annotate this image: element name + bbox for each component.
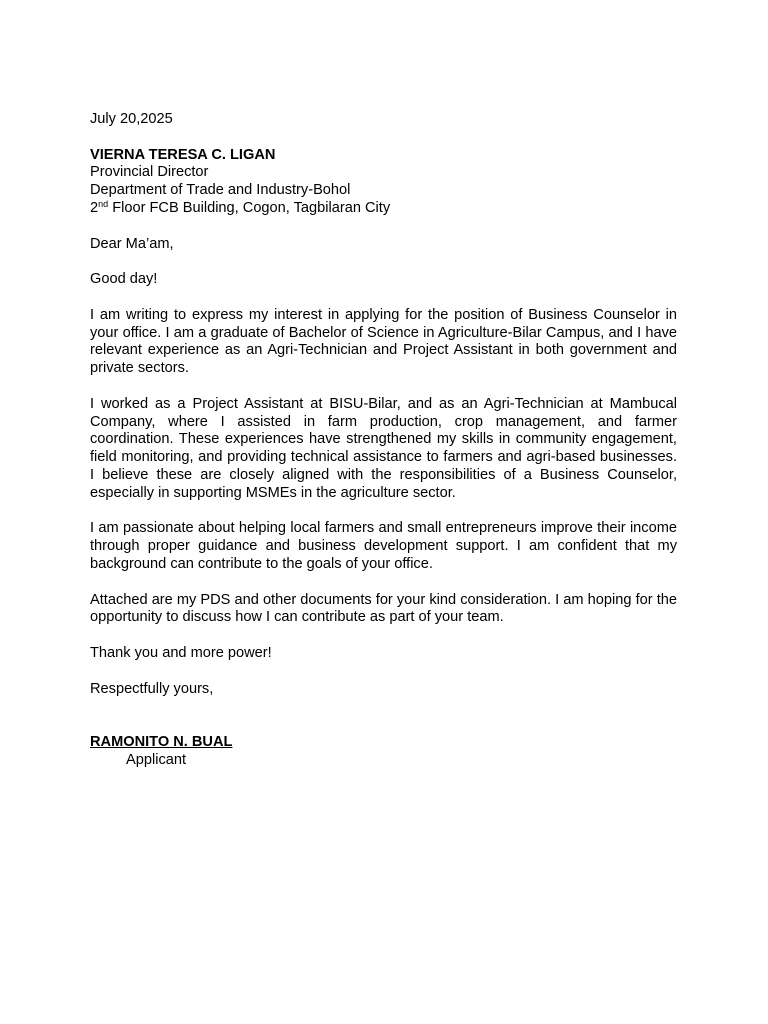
signature-title: Applicant — [126, 751, 187, 768]
sign-off: Respectfully yours, — [90, 680, 214, 697]
floor-number: 2 — [90, 199, 99, 216]
letter-date: July 20,2025 — [90, 111, 173, 127]
body-paragraph-4: Attached are my PDS and other documents for your kind consideration. I am hoping for the opportunity to discuss how I can contribute as part of your team. — [90, 591, 677, 626]
spacer — [90, 218, 677, 236]
signature-name: RAMONITO N. BUAL — [90, 733, 233, 750]
signature-block — [90, 734, 677, 770]
recipient-office: Department of Trade and Industry-Bohol — [90, 182, 351, 199]
body-paragraph-1: I am writing to express my interest in applying for the position of Business Counselor in your office. I am a graduate of Bachelor of Science in Agriculture-Bilar Campus, and I have relevant experience as an Agri-Technician and Project Assistant in both government and private sectors. — [90, 306, 677, 377]
greeting: Good day! — [90, 271, 158, 288]
spacer — [90, 253, 677, 271]
body-paragraph-3: I am passionate about helping local farmers and small entrepreneurs improve their income through proper guidance and business development support. I am confident that my background can contribute to the goals of your office. — [90, 520, 677, 572]
recipient-address — [90, 200, 677, 218]
spacer — [90, 698, 677, 716]
recipient-title: Provincial Director — [90, 164, 209, 181]
spacer — [90, 716, 677, 734]
body-paragraph-2: I worked as a Project Assistant at BISU-Bilar, and as an Agri-Technician at Mambucal Company, where I assisted in farm production, crop management, and farmer coordination. These experiences have strengthened my skills in community engagement, field monitoring, and providing technical assistance to farmers and agri-based businesses. I believe these are closely aligned with the responsibilities of a Business Counselor, especially in supporting MSMEs in the agriculture sector. — [90, 395, 677, 501]
spacer — [90, 289, 677, 307]
floor-suffix: nd — [98, 198, 109, 209]
recipient-block — [90, 147, 677, 218]
address-rest: Floor FCB Building, Cogon, Tagbilaran City — [108, 199, 391, 216]
salutation: Dear Ma’am, — [90, 235, 174, 252]
spacer — [90, 663, 677, 681]
closing-line: Thank you and more power! — [90, 644, 272, 661]
letter-page — [90, 111, 677, 769]
recipient-name: VIERNA TERESA C. LIGAN — [90, 146, 276, 163]
spacer — [90, 129, 677, 147]
